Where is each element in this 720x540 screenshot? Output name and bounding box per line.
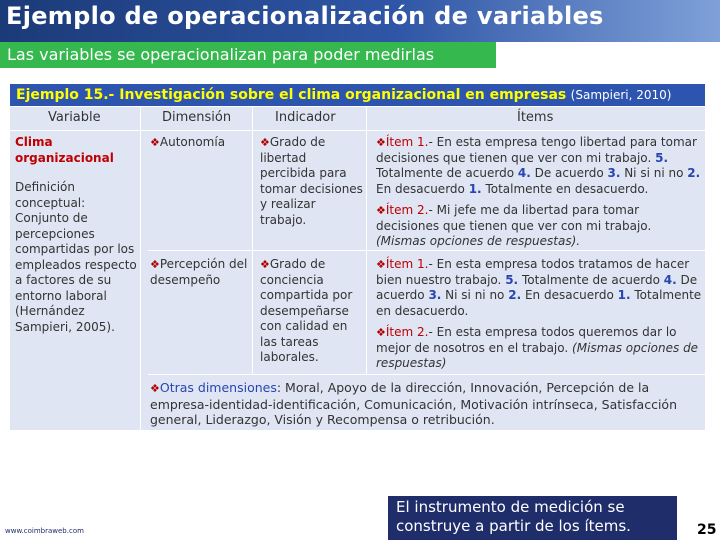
indicator-percepcion bbox=[260, 257, 364, 366]
example-label: Ejemplo 15.- Investigación sobre el clima organizacional en empresas bbox=[16, 87, 567, 103]
dimension-autonomia bbox=[150, 135, 250, 151]
items-autonomia bbox=[376, 135, 702, 250]
item-1: ❖Ítem 1.- En esta empresa tengo libertad para tomar decisiones que tienen que ver con mi trabajo. 5. Totalmente de acuerdo 4. De acuerdo 3. Ni si ni no 2. En desacuerdo 1. Totalmente en desacuerdo. bbox=[376, 135, 701, 196]
indicator-text: Grado de conciencia compartida por desempeñarse con calidad en las tareas laborales. bbox=[260, 257, 353, 364]
column-header-variable: Variable bbox=[48, 110, 101, 125]
variable-cell bbox=[15, 135, 137, 335]
other-dimensions-label: Otras dimensiones bbox=[159, 380, 277, 395]
example-citation: (Sampieri, 2010) bbox=[570, 88, 672, 102]
variable-definition: Definición conceptual: Conjunto de percepciones compartidas por los empleados respecto a factores de su entorno laboral (Hernández Sampieri, 2005). bbox=[15, 180, 137, 334]
bullet-icon: ❖ bbox=[260, 136, 270, 149]
other-dimensions bbox=[150, 380, 700, 428]
item-1: ❖Ítem 1.- En esta empresa todos tratamos de hacer bien nuestro trabajo. 5. Totalmente de acuerdo 4. De acuerdo 3. Ni si ni no 2. En desacuerdo 1. Totalmente en desacuerdo. bbox=[376, 257, 702, 318]
item-2: ❖Ítem 2.- Mi jefe me da libertad para tomar decisiones que tienen que ver con mi trabajo. (Mismas opciones de respuestas). bbox=[376, 203, 652, 248]
column-header-dimension: Dimensión bbox=[162, 110, 232, 125]
items-percepcion bbox=[376, 257, 702, 372]
other-dimensions-text: : Moral, Apoyo de la dirección, Innovación, Percepción de la empresa-identidad-identificación, Comunicación, Motivación intrínseca, Satisfacción general, Liderazgo, Visión y Recompensa o retribución. bbox=[150, 380, 677, 427]
item-label: Ítem 2. bbox=[385, 203, 429, 217]
indicator-text: Grado de libertad percibida para tomar decisiones y realizar trabajo. bbox=[260, 135, 363, 227]
bullet-icon: ❖ bbox=[376, 136, 386, 149]
dimension-name: Autonomía bbox=[159, 135, 226, 149]
bullet-icon: ❖ bbox=[376, 326, 386, 339]
column-header-items: Ítems bbox=[517, 110, 554, 125]
item-label: Ítem 1. bbox=[385, 135, 429, 149]
page-number: 25 bbox=[697, 522, 717, 538]
page-title: Ejemplo de operacionalización de variables bbox=[6, 2, 604, 30]
dimension-percepcion bbox=[150, 257, 250, 288]
bullet-icon: ❖ bbox=[376, 204, 386, 217]
bullet-icon: ❖ bbox=[150, 382, 160, 395]
indicator-autonomia bbox=[260, 135, 364, 228]
item-label: Ítem 1. bbox=[385, 257, 429, 271]
variable-name: Clima organizacional bbox=[15, 135, 114, 165]
bullet-icon: ❖ bbox=[260, 258, 270, 271]
item-2: ❖Ítem 2.- En esta empresa todos queremos dar lo mejor de nosotros en el trabajo. (Mismas opciones de respuestas) bbox=[376, 325, 699, 370]
bullet-icon: ❖ bbox=[150, 136, 160, 149]
bullet-icon: ❖ bbox=[150, 258, 160, 271]
footer-note: El instrumento de medición se construye a partir de los ítems. bbox=[388, 496, 677, 540]
website-url: www.coimbraweb.com bbox=[5, 527, 84, 535]
subtitle: Las variables se operacionalizan para poder medirlas bbox=[0, 42, 496, 68]
dimension-name: Percepción del desempeño bbox=[150, 257, 248, 287]
item-label: Ítem 2. bbox=[385, 325, 429, 339]
column-header-indicator: Indicador bbox=[275, 110, 336, 125]
title-bar bbox=[0, 0, 720, 42]
example-header bbox=[10, 84, 705, 106]
bullet-icon: ❖ bbox=[376, 258, 386, 271]
